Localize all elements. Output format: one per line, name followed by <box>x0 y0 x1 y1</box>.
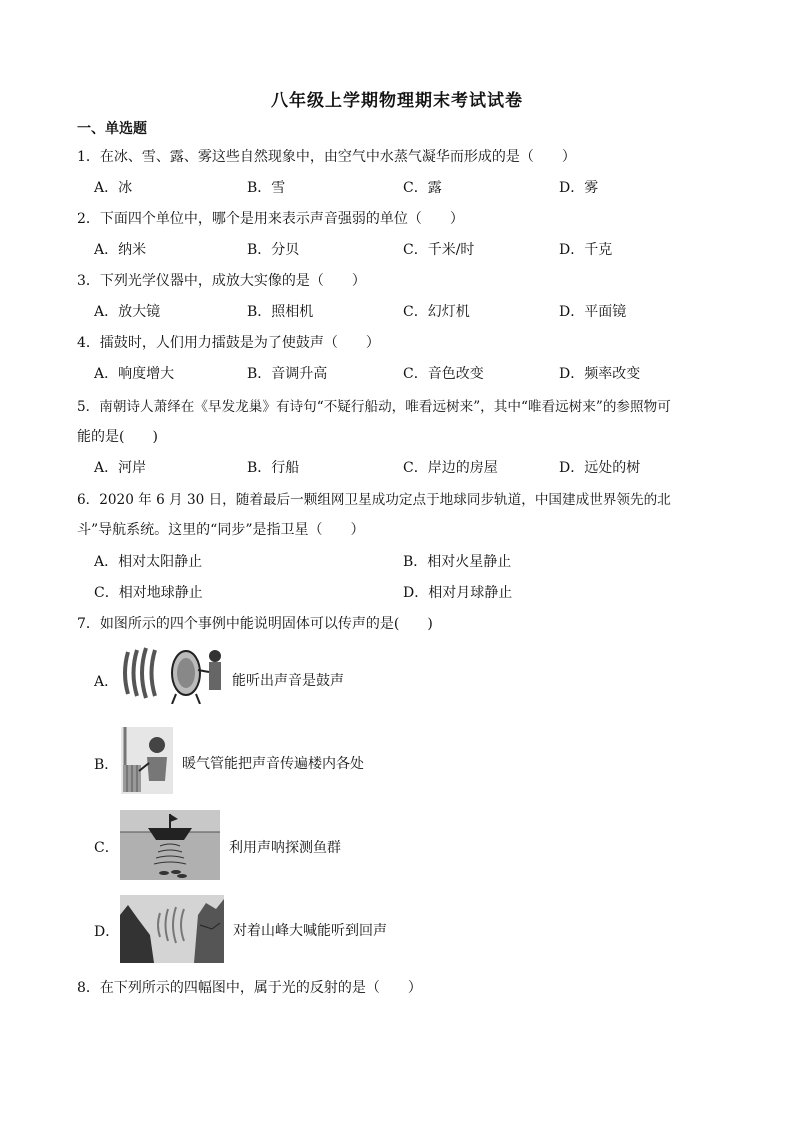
q7-option-b-letter[interactable]: B． <box>94 757 119 773</box>
q3-option-d[interactable]: D．平面镜 <box>559 304 627 320</box>
q6-option-c[interactable]: C．相对地球静止 <box>94 585 203 601</box>
radiator-illustration <box>121 727 173 794</box>
q7-option-b-text: 暖气管能把声音传遍楼内各处 <box>182 756 364 772</box>
q4-option-d[interactable]: D．频率改变 <box>559 366 641 382</box>
q2-option-d[interactable]: D．千克 <box>559 242 613 258</box>
q6-option-a[interactable]: A．相对太阳静止 <box>94 554 203 570</box>
q4-option-b[interactable]: B．音调升高 <box>247 366 328 382</box>
question-1-stem: 1．在冰、雪、露、雾这些自然现象中，由空气中水蒸气凝华而形成的是（ ） <box>77 149 576 165</box>
question-5-stem-line-1: 5．南朝诗人萧绎在《早发龙巢》有诗句“不疑行船动，唯看远树来”，其中“唯看远树来”的参照物可 <box>77 399 671 415</box>
q4-option-a[interactable]: A．响度增大 <box>94 366 175 382</box>
q7-option-c-text: 利用声呐探测鱼群 <box>229 840 341 856</box>
q7-option-d-text: 对着山峰大喊能听到回声 <box>233 923 387 939</box>
q2-option-a[interactable]: A．纳米 <box>94 242 147 258</box>
question-7-stem: 7．如图所示的四个事例中能说明固体可以传声的是( ) <box>77 616 433 632</box>
q6-option-b[interactable]: B．相对火星静止 <box>403 554 512 570</box>
question-5-stem-line-2: 能的是( ) <box>77 429 158 445</box>
question-6-stem-line-1: 6．2020 年 6 月 30 日，随着最后一颗组网卫星成功定点于地球同步轨道，中国建成世界领先的北 <box>77 492 671 508</box>
question-2-stem: 2．下面四个单位中，哪个是用来表示声音强弱的单位（ ） <box>77 211 464 227</box>
sonar-illustration <box>120 810 220 880</box>
question-6-stem-line-2: 斗”导航系统。这里的“同步”是指卫星（ ） <box>77 522 365 538</box>
q1-option-a[interactable]: A．冰 <box>94 180 133 196</box>
q7-option-d-letter[interactable]: D． <box>94 924 120 940</box>
q7-option-a-letter[interactable]: A． <box>94 674 119 690</box>
mountain-echo-illustration <box>120 895 224 963</box>
q1-option-b[interactable]: B．雪 <box>247 180 286 196</box>
q5-option-c[interactable]: C．岸边的房屋 <box>403 460 498 476</box>
section-heading: 一、单选题 <box>77 121 147 137</box>
page-title: 八年级上学期物理期末考试试卷 <box>271 91 523 111</box>
q2-option-c[interactable]: C．千米/时 <box>403 242 475 258</box>
q5-option-d[interactable]: D．远处的树 <box>559 460 641 476</box>
q3-option-b[interactable]: B．照相机 <box>247 304 314 320</box>
q1-option-c[interactable]: C．露 <box>403 180 442 196</box>
question-3-stem: 3．下列光学仪器中，成放大实像的是（ ） <box>77 273 366 289</box>
q6-option-d[interactable]: D．相对月球静止 <box>403 585 513 601</box>
q3-option-c[interactable]: C．幻灯机 <box>403 304 470 320</box>
q7-option-a-text: 能听出声音是鼓声 <box>232 673 344 689</box>
q3-option-a[interactable]: A．放大镜 <box>94 304 161 320</box>
q4-option-c[interactable]: C．音色改变 <box>403 366 484 382</box>
question-4-stem: 4．擂鼓时，人们用力擂鼓是为了使鼓声（ ） <box>77 335 380 351</box>
q1-option-d[interactable]: D．雾 <box>559 180 599 196</box>
drum-illustration <box>120 642 226 704</box>
q5-option-b[interactable]: B．行船 <box>247 460 300 476</box>
q2-option-b[interactable]: B．分贝 <box>247 242 300 258</box>
q5-option-a[interactable]: A．河岸 <box>94 460 147 476</box>
question-8-stem: 8．在下列所示的四幅图中，属于光的反射的是（ ） <box>77 980 422 996</box>
q7-option-c-letter[interactable]: C． <box>94 840 119 856</box>
